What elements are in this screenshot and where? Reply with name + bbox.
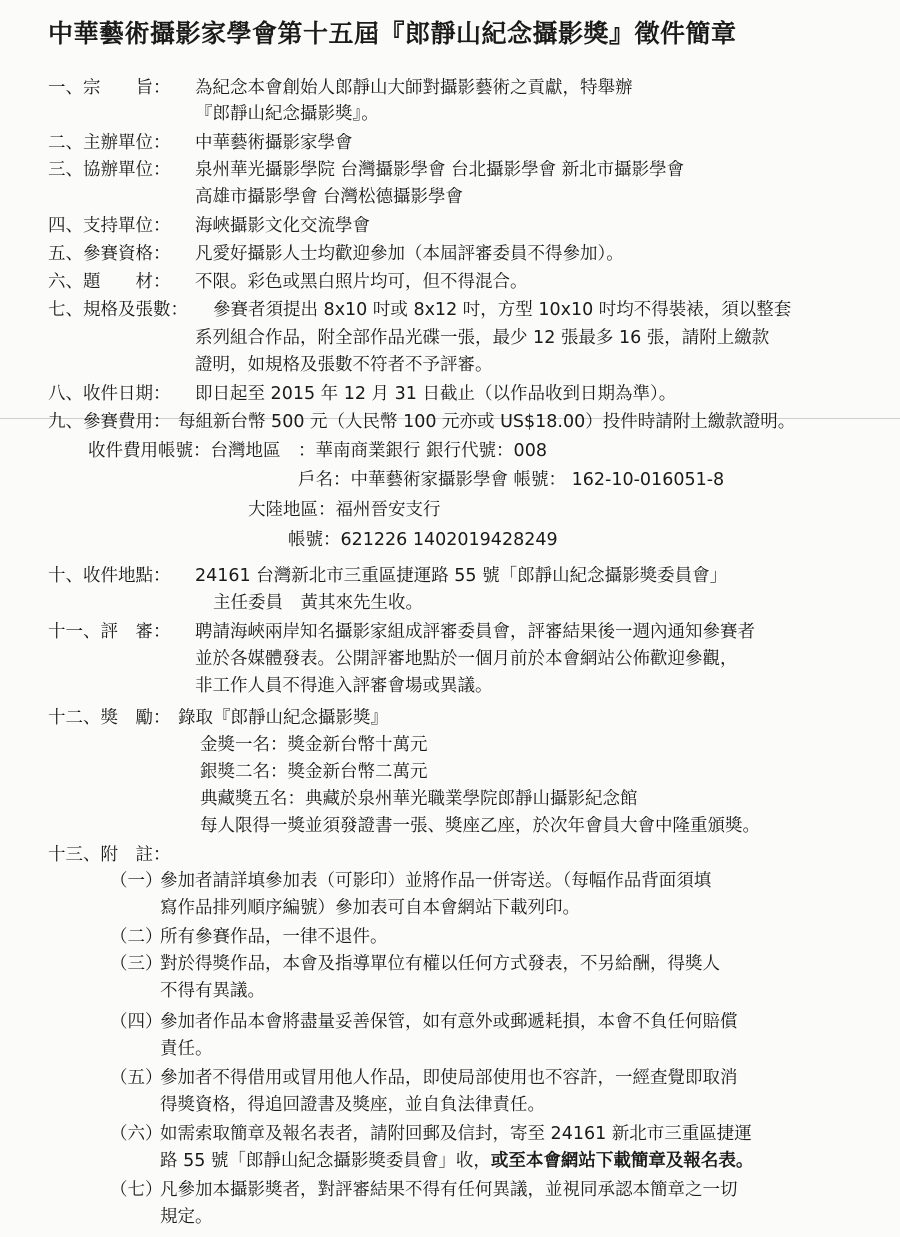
note-6-line-2-bold: 或至本會網站下載簡章及報名表。 [490,1151,754,1171]
note-2-number: （二） [110,927,163,947]
note-3-line-1: 對於得獎作品，本會及指導單位有權以任何方式發表，不另給酬，得獎人 [160,954,720,974]
note-3-number: （三） [110,954,163,974]
section-11-line-3: 非工作人員不得進入評審會場或異議。 [195,676,493,696]
note-4-line-1: 參加者作品本會將盡量妥善保管，如有意外或郵遞耗損，本會不負任何賠償 [160,1012,738,1032]
section-7-line-2: 系列組合作品，附全部作品光碟一張，最少 12 張最多 16 張，請附上繳款 [195,328,770,348]
section-5-line-1: 凡愛好攝影人士均歡迎參加（本屆評審委員不得參加）。 [195,244,624,264]
section-3-label: 三、協辦單位： [48,160,171,180]
note-6-number: （六） [110,1124,163,1144]
section-8-label: 八、收件日期： [48,384,171,404]
section-1-label: 一、宗 旨： [48,78,171,98]
section-6-line-1: 不限。彩色或黑白照片均可，但不得混合。 [195,272,528,292]
section-2-line-1: 中華藝術攝影家學會 [195,133,353,153]
account-line-1: 收件費用帳號：台灣地區 ：華南商業銀行 銀行代號：008 [88,441,547,461]
account-line-3: 大陸地區：福州晉安支行 [248,500,441,520]
section-11-label: 十一、評 審： [48,622,171,642]
note-6-line-2-text: 路 55 號「郎靜山紀念攝影獎委員會」收， [160,1151,491,1171]
section-9-line-1: 每組新台幣 500 元（人民幣 100 元亦或 US$18.00）投件時請附上繳款證明。 [178,412,796,432]
section-10-line-1: 24161 台灣新北市三重區捷運路 55 號「郎靜山紀念攝影獎委員會」 [195,566,728,586]
section-11-line-1: 聘請海峽兩岸知名攝影家組成評審委員會，評審結果後一週內通知參賽者 [195,622,755,642]
note-1-line-1: 參加者請詳填參加表（可影印）並將作品一併寄送。（每幅作品背面須填 [160,871,712,891]
note-7-line-1: 凡參加本攝影獎者，對評審結果不得有任何異議，並視同承認本簡章之一切 [160,1180,738,1200]
note-2-line-1: 所有參賽作品，一律不退件。 [160,927,388,947]
section-6-label: 六、題 材： [48,272,171,292]
note-7-line-2: 規定。 [160,1207,213,1227]
section-12-line-1: 錄取『郎靜山紀念攝影獎』 [178,708,388,728]
section-3-line-1: 泉州華光攝影學院 台灣攝影學會 台北攝影學會 新北市攝影學會 [195,160,685,180]
account-line-2: 戶名：中華藝術家攝影學會 帳號： 162-10-016051-8 [298,470,725,490]
section-2-label: 二、主辦單位： [48,133,171,153]
section-13-label: 十三、附 註： [48,845,171,865]
account-line-4: 帳號：621226 1402019428249 [288,530,558,550]
section-4-line-1: 海峽攝影文化交流學會 [195,216,370,236]
note-1-line-2: 寫作品排列順序編號）參加表可自本會網站下載列印。 [160,898,580,918]
section-7-line-3: 證明，如規格及張數不符者不予評審。 [195,355,493,375]
section-12-line-3: 銀獎二名：獎金新台幣二萬元 [200,762,428,782]
note-5-number: （五） [110,1068,163,1088]
section-12-line-4: 典藏獎五名：典藏於泉州華光職業學院郎靜山攝影紀念館 [200,789,638,809]
section-7-line-1: 參賽者須提出 8x10 吋或 8x12 吋，方型 10x10 吋均不得裝裱，須以整套 [213,300,792,320]
note-4-number: （四） [110,1012,163,1032]
section-10-label: 十、收件地點： [48,566,171,586]
section-11-line-2: 並於各媒體發表。公開評審地點於一個月前於本會網站公佈歡迎參觀， [195,649,738,669]
note-7-number: （七） [110,1180,163,1200]
section-7-label: 七、規格及張數： [48,300,188,320]
document-title: 中華藝術攝影家學會第十五屆『郎靜山紀念攝影獎』徵件簡章 [48,19,737,48]
note-6-line-2 [160,1149,753,1173]
section-12-line-5: 每人限得一獎並須發證書一張、獎座乙座，於次年會員大會中隆重頒獎。 [200,816,760,836]
note-5-line-1: 參加者不得借用或冒用他人作品，即使局部使用也不容許，一經查覺即取消 [160,1068,738,1088]
section-8-line-1: 即日起至 2015 年 12 月 31 日截止（以作品收到日期為準）。 [195,384,677,404]
section-4-label: 四、支持單位： [48,216,171,236]
section-10-line-2: 主任委員 黃其來先生收。 [213,593,423,613]
section-5-label: 五、參賽資格： [48,244,171,264]
note-6-line-1: 如需索取簡章及報名表者，請附回郵及信封，寄至 24161 新北市三重區捷運 [160,1124,752,1144]
note-1-number: （一） [110,871,163,891]
section-1-line-1: 為紀念本會創始人郎靜山大師對攝影藝術之貢獻，特舉辦 [195,78,633,98]
note-5-line-2: 得獎資格，得追回證書及獎座，並自負法律責任。 [160,1095,545,1115]
section-12-line-2: 金獎一名：獎金新台幣十萬元 [200,735,428,755]
section-12-label: 十二、獎 勵： [48,708,171,728]
section-9-label: 九、參賽費用： [48,412,171,432]
note-4-line-2: 責任。 [160,1039,213,1059]
section-1-line-2: 『郎靜山紀念攝影獎』。 [195,104,379,124]
note-3-line-2: 不得有異議。 [160,981,265,1001]
section-3-line-2: 高雄市攝影學會 台灣松德攝影學會 [195,187,464,207]
